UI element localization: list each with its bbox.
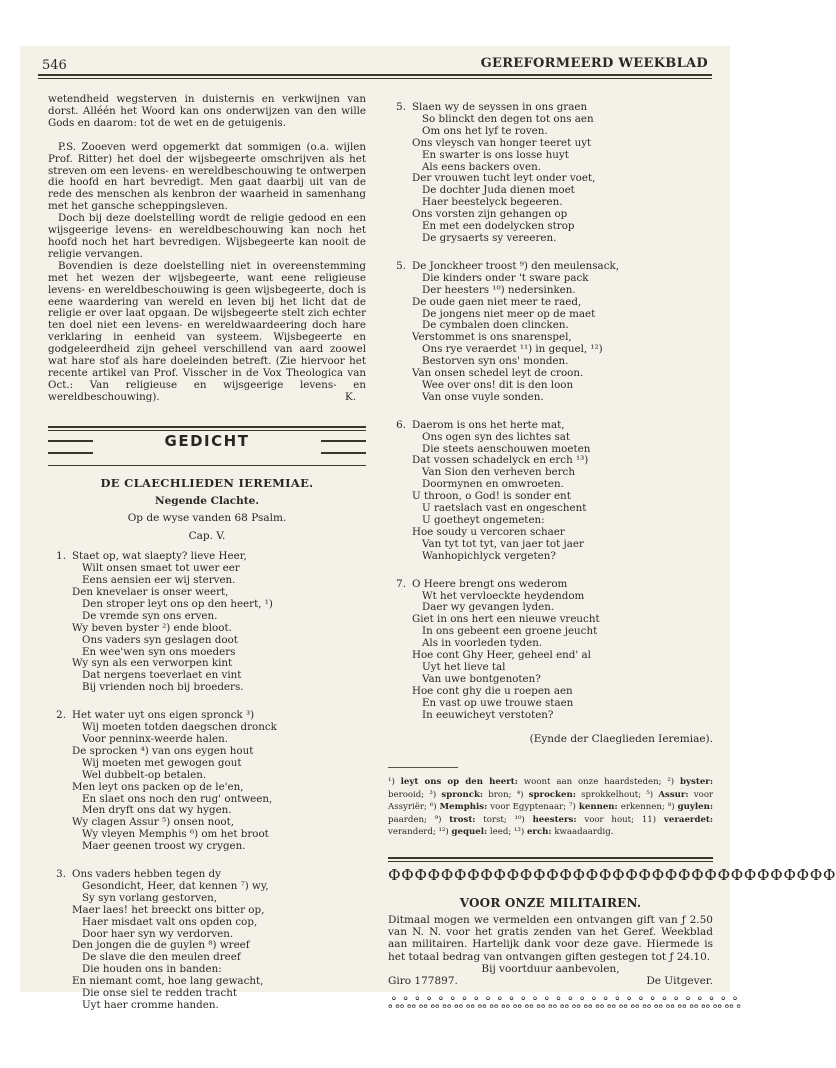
publisher-signature: De Uitgever. bbox=[646, 975, 713, 988]
footnote bbox=[569, 802, 668, 812]
verse-line: Als in voorleden tyden. bbox=[422, 637, 543, 650]
footnote-term: trost: bbox=[449, 814, 476, 825]
footnote-marker: ⁶) bbox=[429, 802, 437, 813]
verse-line: Van onse vuyle sonden. bbox=[422, 390, 544, 403]
footnote-marker: ¹) bbox=[388, 777, 395, 788]
stanza-number: 3. bbox=[56, 868, 66, 881]
article-prose bbox=[48, 94, 366, 404]
verse-line: Daer wy gevangen lyden. bbox=[422, 601, 555, 614]
footnote-term: sprocken: bbox=[528, 789, 576, 800]
verse-line: Wy clagen Assur ⁵) onsen noot, bbox=[72, 816, 235, 829]
footnote-term: veraerdet: bbox=[663, 814, 714, 825]
poem-stanza bbox=[388, 102, 713, 245]
verse-line: Uyt haer cromme handen. bbox=[82, 999, 219, 1011]
poem-stanza bbox=[388, 420, 713, 563]
verse-line: In ons gebeent een groene jeucht bbox=[422, 625, 598, 638]
section-rule bbox=[388, 857, 713, 859]
verse-line: Wij moeten met gewogen gout bbox=[82, 756, 242, 769]
verse-line: Slaen wy de seyssen in ons graen bbox=[412, 101, 588, 113]
footnote-term: guylen: bbox=[677, 802, 714, 813]
page-number: 546 bbox=[42, 58, 67, 73]
verse-line: De sprocken ⁴) van ons eygen hout bbox=[72, 744, 254, 757]
verse-line: Door haer syn wy verdorven. bbox=[82, 927, 234, 940]
prose-paragraph: P.S. Zooeven werd opgemerkt dat sommigen (o.a. wijlen Prof. Ritter) het doel der wijsbegeerte omschrijven als het streven om een levens- en wereldbeschouwing te ontwerpen die hoofd en hart bevredigt. Men gaat daarbij uit van de rede des menschen als kenbron der waarheid in samenhang met het gansche scheppingsleven. bbox=[48, 140, 366, 213]
verse-line: Ons vaders syn geslagen doot bbox=[82, 633, 238, 646]
section-heading: GEDICHT bbox=[164, 431, 250, 450]
verse-line: Hoe soudy u vercoren schaer bbox=[412, 525, 565, 538]
verse-line: Sy syn vorlang gestorven, bbox=[82, 891, 218, 904]
verse-line: Men dryft ons dat wy hygen. bbox=[82, 804, 232, 817]
verse-line: De oude gaen niet meer te raed, bbox=[412, 295, 582, 308]
footnote-definition: voor Assyriër; bbox=[388, 789, 714, 813]
stanza-number: 5. bbox=[396, 101, 406, 113]
verse-line: In eeuwicheyt verstoten? bbox=[422, 708, 554, 721]
verse-line: De vremde syn ons erven. bbox=[82, 609, 218, 622]
verse-line: En vast op uwe trouwe staen bbox=[422, 696, 574, 709]
verse-line: Giet in ons hert een nieuwe vreucht bbox=[412, 613, 600, 626]
footnote bbox=[429, 790, 516, 800]
stanza-lines bbox=[412, 261, 713, 404]
footnote-term: Memphis: bbox=[439, 802, 488, 813]
verse-line: Wy beven byster ²) ende bloot. bbox=[72, 621, 232, 634]
verse-line: U throon, o God! is sonder ent bbox=[412, 490, 571, 503]
stanza-list-right bbox=[388, 102, 713, 722]
footnote-term: heesters: bbox=[532, 814, 577, 825]
footnote bbox=[388, 777, 667, 787]
running-header: GEREFORMEERD WEEKBLAD bbox=[480, 56, 708, 71]
verse-line: Eens aensien eer wij sterven. bbox=[82, 574, 236, 587]
verse-line: Maer laes! het breeckt ons bitter op, bbox=[72, 903, 265, 916]
poem-stanza bbox=[48, 869, 366, 1012]
page-sheet bbox=[20, 46, 836, 1012]
poem-title: DE CLAECHLIEDEN IEREMIAE. bbox=[100, 475, 314, 490]
verse-line: Bij vrienden noch bij broeders. bbox=[82, 681, 244, 694]
verse-line: Voor penninx-weerde halen. bbox=[82, 732, 229, 745]
stanza-lines bbox=[72, 551, 366, 694]
verse-line: En niemant comt, hoe lang gewacht, bbox=[72, 975, 264, 988]
verse-line: Die houden ons in banden: bbox=[82, 963, 222, 976]
poem-stanza bbox=[48, 551, 366, 694]
verse-line: Die steets aenschouwen moeten bbox=[422, 442, 591, 455]
verse-line: Ons ogen syn des lichtes sat bbox=[422, 430, 571, 443]
verse-line: Het water uyt ons eigen spronck ³) bbox=[72, 709, 255, 722]
verse-line: En met een dodelycken strop bbox=[422, 220, 575, 233]
footnote bbox=[517, 790, 647, 800]
verse-line: Wanhopichlyck vergeten? bbox=[422, 549, 556, 562]
footnote-marker: ²) bbox=[667, 777, 675, 788]
verse-line: Wij moeten totden daegschen dronck bbox=[82, 721, 277, 734]
footnote-definition: voor hout; bbox=[584, 814, 635, 825]
verse-line: Ons vorsten zijn gehangen op bbox=[412, 208, 568, 221]
military-footer bbox=[388, 975, 713, 987]
verse-line: Ons rye veraerdet ¹¹) in gequel, ¹²) bbox=[422, 343, 603, 356]
verse-line: Staet op, wat slaepty? lieve Heer, bbox=[72, 550, 247, 563]
verse-line: Haer misdaet valt ons opden cop, bbox=[82, 915, 258, 928]
poem-stanza bbox=[48, 710, 366, 853]
footnote-marker: ¹³) bbox=[513, 827, 525, 838]
footnote-term: gequel: bbox=[451, 827, 488, 838]
footnote-definition: kwaadaardig. bbox=[554, 827, 614, 838]
verse-line: De Jonckheer troost ⁹) den meulensack, bbox=[412, 259, 619, 272]
verse-line: De dochter Juda dienen moet bbox=[422, 184, 575, 197]
prose-text: Bovendien is deze doelstelling niet in overeenstemming met het wezen der wijsbegeerte, want eene religieuse levens- en wereldbeschouwing is geen wijsbegeerte, doch is eene waardering van wereld en leven bij het licht dat de religie er over laat opgaan. De wijsbegeerte stelt zich echter ten doel niet een levens- en wereldwaardeering doch hare verklaring in eenheid van systeem. Wijsbegeerte en godgeleerdheid zijn geheel verschillend van aard zoowel wat hare stof als hare doeleinden betreft. (Zie hiervoor het recente artikel van Prof. Visscher in de Vox Theologica van Oct.: Van religieuse en wijsgeerige levens- en wereldbeschouwing). bbox=[48, 259, 366, 403]
poem-tune: Op de wyse vanden 68 Psalm. bbox=[127, 512, 287, 525]
verse-line: Der vrouwen tucht leyt onder voet, bbox=[412, 172, 596, 185]
banner-rule bbox=[48, 426, 366, 428]
verse-line: Die kinders onder 't sware pack bbox=[422, 271, 589, 284]
footnote-definition: bron; bbox=[488, 789, 512, 800]
prose-paragraph bbox=[48, 261, 366, 404]
verse-line: Van onsen schedel leyt de croon. bbox=[412, 367, 584, 380]
footnote-marker: ⁸) bbox=[667, 802, 675, 813]
military-title: VOOR ONZE MILITAIREN. bbox=[459, 895, 642, 910]
footnote-term: Assur: bbox=[658, 789, 689, 800]
verse-line: Daerom is ons het herte mat, bbox=[412, 418, 565, 431]
footnote-marker: ³) bbox=[429, 789, 437, 800]
footnote-term: spronck: bbox=[441, 789, 484, 800]
footnotes bbox=[388, 776, 713, 839]
poem-stanza bbox=[388, 579, 713, 722]
verse-line: Wel dubbelt-op betalen. bbox=[82, 768, 207, 781]
verse-line: De slave die den meulen dreef bbox=[82, 951, 241, 964]
footnote-marker: ⁷) bbox=[569, 802, 576, 813]
poem-chapter: Cap. V. bbox=[188, 530, 226, 543]
banner-rule bbox=[48, 465, 366, 466]
footnote bbox=[439, 827, 514, 837]
footnote-definition: woont aan onze haardsteden; bbox=[523, 777, 662, 788]
verse-line: Den knevelaer is onser weert, bbox=[72, 586, 229, 598]
footnote-definition: sprokkelhout; bbox=[581, 789, 642, 800]
verse-line: Uyt het lieve tal bbox=[422, 660, 506, 673]
verse-line: Men leyt ons packen op de le'en, bbox=[72, 780, 244, 793]
footnote-definition: paarden; bbox=[388, 814, 427, 825]
verse-line: Verstommet is ons snarenspel, bbox=[412, 331, 572, 344]
footnote-definition: leed; bbox=[489, 827, 512, 838]
section-rule bbox=[388, 861, 713, 862]
footnote bbox=[514, 827, 614, 837]
verse-line: Die onse siel te redden tracht bbox=[82, 987, 238, 1000]
military-text: Ditmaal mogen we vermelden een ontvangen gift van ƒ 2.50 van N. N. voor het gratis zenden van het Geref. Weekblad aan militairen. Hartelijk dank voor deze gave. Hiermede is het totaal bedrag van ontvangen giften gestegen tot ƒ 24.10. bbox=[388, 913, 713, 963]
verse-line: Haer beestelyck begeeren. bbox=[422, 196, 563, 209]
verse-line: Wy syn als een verworpen kint bbox=[72, 657, 233, 670]
verse-line: Hoe cont ghy die u roepen aen bbox=[412, 684, 573, 697]
prose-paragraph: wetendheid wegsterven in duisternis en verkwijnen van dorst. Alléén het Woord kan ons onderwijzen van den wille Gods en daarom: tot de wet en de getuigenis. bbox=[48, 93, 366, 129]
verse-line: Van uwe bontgenoten? bbox=[422, 672, 541, 685]
verse-line: U raetslach vast en ongeschent bbox=[422, 502, 587, 515]
ornament-border-top: ՓՓՓՓՓՓՓՓՓՓՓՓՓՓՓՓՓՓՓՓՓՓՓՓՓՓՓՓՓՓՓՓՓՓ bbox=[388, 865, 836, 884]
footnote bbox=[435, 815, 515, 825]
footnote bbox=[430, 802, 569, 812]
footnote-term: byster: bbox=[680, 777, 714, 788]
verse-line: Wee over ons! dit is den loon bbox=[422, 378, 574, 391]
verse-line: Bestorven syn ons' monden. bbox=[422, 355, 569, 368]
verse-line: Den jongen die de guylen ⁸) wreef bbox=[72, 939, 250, 952]
stanza-lines bbox=[412, 102, 713, 245]
verse-line: So blinckt den degen tot ons aen bbox=[422, 112, 594, 125]
header-rule-thick bbox=[38, 74, 712, 76]
verse-line: Van tyt tot tyt, van jaer tot jaer bbox=[422, 537, 584, 550]
stanza-number: 2. bbox=[56, 709, 66, 722]
verse-line: Om ons het lyf te roven. bbox=[422, 124, 548, 137]
verse-line: U goetheyt ongemeten: bbox=[422, 514, 545, 526]
prose-paragraph: Doch bij deze doelstelling wordt de religie gedood en een wijsgeerige levens- en wereldbeschouwing kan noch het hoofd noch het hart bevredigen. Wijsbegeerte kan nooit de religie vervangen. bbox=[48, 212, 366, 260]
footnote-marker: ⁵) bbox=[646, 789, 654, 800]
stanza-number: 7. bbox=[396, 577, 406, 590]
verse-line: Gesondicht, Heer, dat kennen ⁷) wy, bbox=[82, 879, 269, 892]
verse-line: En wee'wen syn ons moeders bbox=[82, 645, 236, 658]
footnote-term: erch: bbox=[526, 827, 552, 838]
giro-number: Giro 177897. bbox=[388, 975, 458, 988]
stanza-lines bbox=[72, 710, 366, 853]
verse-line: Der heesters ¹⁰) nedersinken. bbox=[422, 283, 576, 296]
stanza-number: 5. bbox=[396, 259, 406, 272]
verse-line: O Heere brengt ons wederom bbox=[412, 577, 568, 590]
verse-line: De cymbalen doen clincken. bbox=[422, 319, 569, 332]
footnote-definition: torst; bbox=[483, 814, 507, 825]
footnote-marker: 11) bbox=[641, 814, 657, 825]
verse-line: Wt het vervloeckte heydendom bbox=[422, 589, 585, 602]
gedicht-banner bbox=[48, 426, 366, 466]
verse-line: Wilt onsen smaet tot uwer eer bbox=[82, 562, 240, 575]
verse-line: De jongens niet meer op de maet bbox=[422, 307, 596, 320]
stanza-list-left bbox=[48, 551, 366, 1012]
footnote-marker: ⁴) bbox=[516, 789, 524, 800]
signature: K. bbox=[345, 390, 356, 403]
verse-line: De grysaerts sy vereeren. bbox=[422, 231, 557, 244]
banner-rule bbox=[48, 430, 366, 431]
verse-line: Hoe cont Ghy Heer, geheel end' al bbox=[412, 649, 591, 662]
footnote-marker: ¹⁰) bbox=[514, 814, 525, 825]
verse-line: En slaet ons noch den rug' ontween, bbox=[82, 792, 273, 805]
ornament-border-bottom: ஃஃஃஃஃஃஃஃஃஃஃஃஃஃஃஃஃஃஃஃஃஃஃஃஃஃஃஃஃஃ bbox=[388, 993, 741, 1012]
footnote-definition: voor Egyptenaar; bbox=[490, 802, 567, 813]
left-column bbox=[48, 94, 366, 1012]
poem-ending: (Eynde der Claeglieden Ieremiae). bbox=[529, 732, 713, 745]
right-column bbox=[388, 94, 836, 1020]
verse-line: En swarter is ons losse huyt bbox=[422, 148, 569, 161]
verse-line: Ons vleysch van honger teeret uyt bbox=[412, 136, 592, 149]
verse-line: Maer geenen troost wy crygen. bbox=[82, 840, 246, 853]
footnote-marker: ⁹) bbox=[434, 814, 442, 825]
verse-line: Doormynen en omwroeten. bbox=[422, 478, 564, 491]
poem-subtitle: Negende Clachte. bbox=[155, 494, 259, 507]
stanza-lines bbox=[72, 869, 366, 1012]
verse-line: Den stroper leyt ons op den heert, ¹) bbox=[82, 597, 273, 610]
header-rule-thin bbox=[38, 78, 712, 79]
footnote-definition: berooid; bbox=[388, 789, 425, 800]
verse-line: Wy vleyen Memphis ⁶) om het broot bbox=[82, 828, 269, 841]
footnote-definition: veranderd; bbox=[388, 827, 436, 838]
military-closing: Bij voortduur aanbevolen, bbox=[481, 963, 620, 975]
verse-line: Ons vaders hebben tegen dy bbox=[72, 868, 221, 881]
footnote-term: leyt ons op den heert: bbox=[400, 777, 518, 788]
stanza-lines bbox=[412, 579, 713, 722]
verse-line: Van Sion den verheven berch bbox=[422, 466, 575, 479]
footnote-marker: ¹²) bbox=[438, 827, 449, 838]
stanza-number: 1. bbox=[56, 550, 66, 563]
verse-line: Dat nergens toeverlaet en vint bbox=[82, 669, 242, 682]
poem-stanza bbox=[388, 261, 713, 404]
verse-line: Als eens backers oven. bbox=[422, 160, 541, 173]
stanza-lines bbox=[412, 420, 713, 563]
footnote bbox=[515, 815, 642, 825]
footnote-term: kennen: bbox=[578, 802, 618, 813]
verse-line: Dat vossen schadelyck en erch ¹³) bbox=[412, 454, 589, 467]
stanza-number: 6. bbox=[396, 418, 406, 431]
footnote-separator bbox=[388, 767, 458, 768]
footnote-definition: erkennen; bbox=[620, 802, 665, 813]
